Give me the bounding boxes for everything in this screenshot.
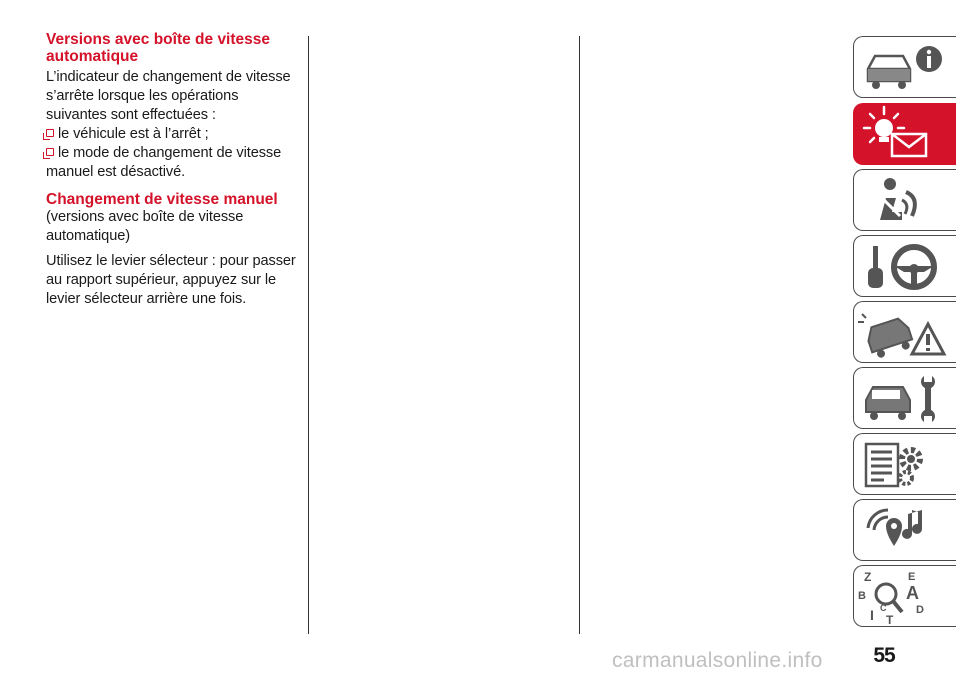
- column-divider: [579, 36, 580, 634]
- tab-specifications[interactable]: [853, 433, 956, 495]
- tab-emergency[interactable]: [853, 301, 956, 363]
- bullet-text: le mode de changement de vitesse manuel est désactivé.: [46, 145, 282, 180]
- tab-index[interactable]: [853, 565, 956, 627]
- bullet-text: le véhicule est à l’arrêt ;: [58, 126, 209, 142]
- svg-text:Z: Z: [864, 570, 872, 584]
- tab-car-info[interactable]: [853, 36, 956, 98]
- svg-text:A: A: [906, 583, 919, 603]
- key-steering-wheel-icon: [854, 236, 956, 297]
- breakdown-warning-triangle-icon: [854, 302, 956, 363]
- section-heading-automatic: Versions avec boîte de vitesse automatique: [46, 31, 271, 65]
- left-column: [46, 31, 298, 309]
- svg-text:C: C: [880, 603, 887, 613]
- car-info-icon: [854, 37, 956, 98]
- svg-text:I: I: [870, 607, 874, 623]
- body-paragraph: Utilisez le levier sélecteur : pour passer au rapport supérieur, appuyez sur le levier sélecteur arrière une fois.: [46, 253, 296, 307]
- tab-maintenance[interactable]: [853, 367, 956, 429]
- svg-text:D: D: [916, 604, 924, 616]
- checkbox-bullet-icon: [46, 129, 54, 137]
- multimedia-icon: [854, 500, 956, 561]
- intro-paragraph: L’indicateur de changement de vitesse s’arrête lorsque les opérations suivantes sont effectuées :: [46, 69, 291, 123]
- watermark-text: carmanualsonline.info: [612, 649, 823, 672]
- svg-text:E: E: [908, 571, 916, 583]
- warning-light-message-icon: [854, 104, 956, 165]
- car-maintenance-wrench-icon: [854, 368, 956, 429]
- svg-text:B: B: [858, 590, 866, 602]
- page-number: 55: [873, 644, 895, 667]
- column-divider: [308, 36, 309, 634]
- subheading-paragraph: (versions avec boîte de vitesse automatique): [46, 209, 244, 244]
- bullet-item: [46, 125, 298, 144]
- tab-warning-lights[interactable]: [853, 103, 956, 165]
- seatbelt-airbag-icon: [854, 170, 956, 231]
- svg-text:T: T: [886, 613, 894, 627]
- specifications-gear-icon: [854, 434, 956, 495]
- bullet-list: [46, 125, 298, 182]
- tab-safety[interactable]: [853, 169, 956, 231]
- tab-multimedia[interactable]: [853, 499, 956, 561]
- checkbox-bullet-icon: [46, 148, 54, 156]
- section-heading-manual: Changement de vitesse manuel: [46, 191, 278, 208]
- bullet-item: [46, 144, 298, 182]
- index-search-icon: [854, 566, 956, 627]
- tab-starting-driving[interactable]: [853, 235, 956, 297]
